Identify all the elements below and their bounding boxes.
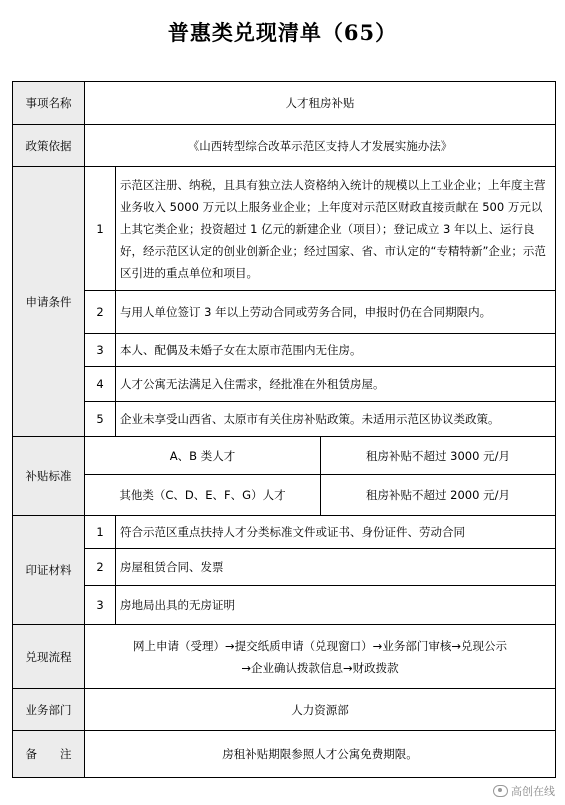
material-text: 房屋租赁合同、发票 (116, 549, 556, 586)
condition-num: 1 (85, 167, 116, 291)
materials-label: 印证材料 (13, 516, 85, 625)
row-department (13, 689, 556, 731)
standard-label: 补贴标准 (13, 437, 85, 516)
policy-value: 《山西转型综合改革示范区支持人才发展实施办法》 (85, 125, 556, 167)
row-remark (13, 731, 556, 778)
material-text: 房地局出具的无房证明 (116, 586, 556, 625)
row-material-2 (13, 549, 556, 586)
standard-category: A、B 类人才 (85, 437, 321, 475)
row-process (13, 625, 556, 689)
row-condition-3 (13, 334, 556, 367)
process-value (85, 625, 556, 689)
condition-text: 示范区注册、纳税，且具有独立法人资格纳入统计的规模以上工业企业；上年度主营业务收入 5000 万元以上服务业企业；上年度对示范区财政直接贡献在 500 万元以上其它类企业；投资超过 1 亿元的新建企业（项目）；登记成立 3 年以上、运行良好，经示范区认定的创业创新企业；经过国家、省、市认定的“专精特新”企业；示范区引进的重点单位和项目。 (116, 167, 556, 291)
material-num: 2 (85, 549, 116, 586)
row-standard-2 (13, 475, 556, 516)
standard-amount: 租房补贴不超过 3000 元/月 (321, 437, 556, 475)
row-policy (13, 125, 556, 167)
conditions-label: 申请条件 (13, 167, 85, 437)
department-value: 人力资源部 (85, 689, 556, 731)
process-label: 兑现流程 (13, 625, 85, 689)
item-name-value: 人才租房补贴 (85, 82, 556, 125)
condition-text: 本人、配偶及未婚子女在太原市范围内无住房。 (116, 334, 556, 367)
wechat-icon (493, 785, 508, 797)
standard-category: 其他类（C、D、E、F、G）人才 (85, 475, 321, 516)
material-num: 3 (85, 586, 116, 625)
remark-value: 房租补贴期限参照人才公寓免费期限。 (85, 731, 556, 778)
row-standard-1 (13, 437, 556, 475)
page-title: 普惠类兑现清单（65） (167, 20, 398, 45)
row-condition-5 (13, 402, 556, 437)
item-name-label: 事项名称 (13, 82, 85, 125)
standard-amount: 租房补贴不超过 2000 元/月 (321, 475, 556, 516)
row-material-3 (13, 586, 556, 625)
watermark-text: 高创在线 (511, 785, 555, 798)
condition-num: 3 (85, 334, 116, 367)
policy-table (12, 81, 556, 778)
row-item-name (13, 82, 556, 125)
condition-text: 人才公寓无法满足入住需求，经批准在外租赁房屋。 (116, 367, 556, 402)
material-text: 符合示范区重点扶持人才分类标准文件或证书、身份证件、劳动合同 (116, 516, 556, 549)
material-num: 1 (85, 516, 116, 549)
row-condition-1 (13, 167, 556, 291)
condition-num: 4 (85, 367, 116, 402)
row-condition-2 (13, 291, 556, 334)
department-label: 业务部门 (13, 689, 85, 731)
watermark (493, 783, 555, 799)
process-line-1: 网上申请（受理）→提交纸质申请（兑现窗口）→业务部门审核→兑现公示 (133, 638, 507, 653)
policy-label: 政策依据 (13, 125, 85, 167)
remark-label: 备 注 (13, 731, 85, 778)
row-material-1 (13, 516, 556, 549)
condition-text: 与用人单位签订 3 年以上劳动合同或劳务合同，申报时仍在合同期限内。 (116, 291, 556, 334)
condition-num: 2 (85, 291, 116, 334)
condition-text: 企业未享受山西省、太原市有关住房补贴政策。未适用示范区协议类政策。 (116, 402, 556, 437)
process-line-2: →企业确认拨款信息→财政拨款 (241, 660, 399, 675)
row-condition-4 (13, 367, 556, 402)
condition-num: 5 (85, 402, 116, 437)
